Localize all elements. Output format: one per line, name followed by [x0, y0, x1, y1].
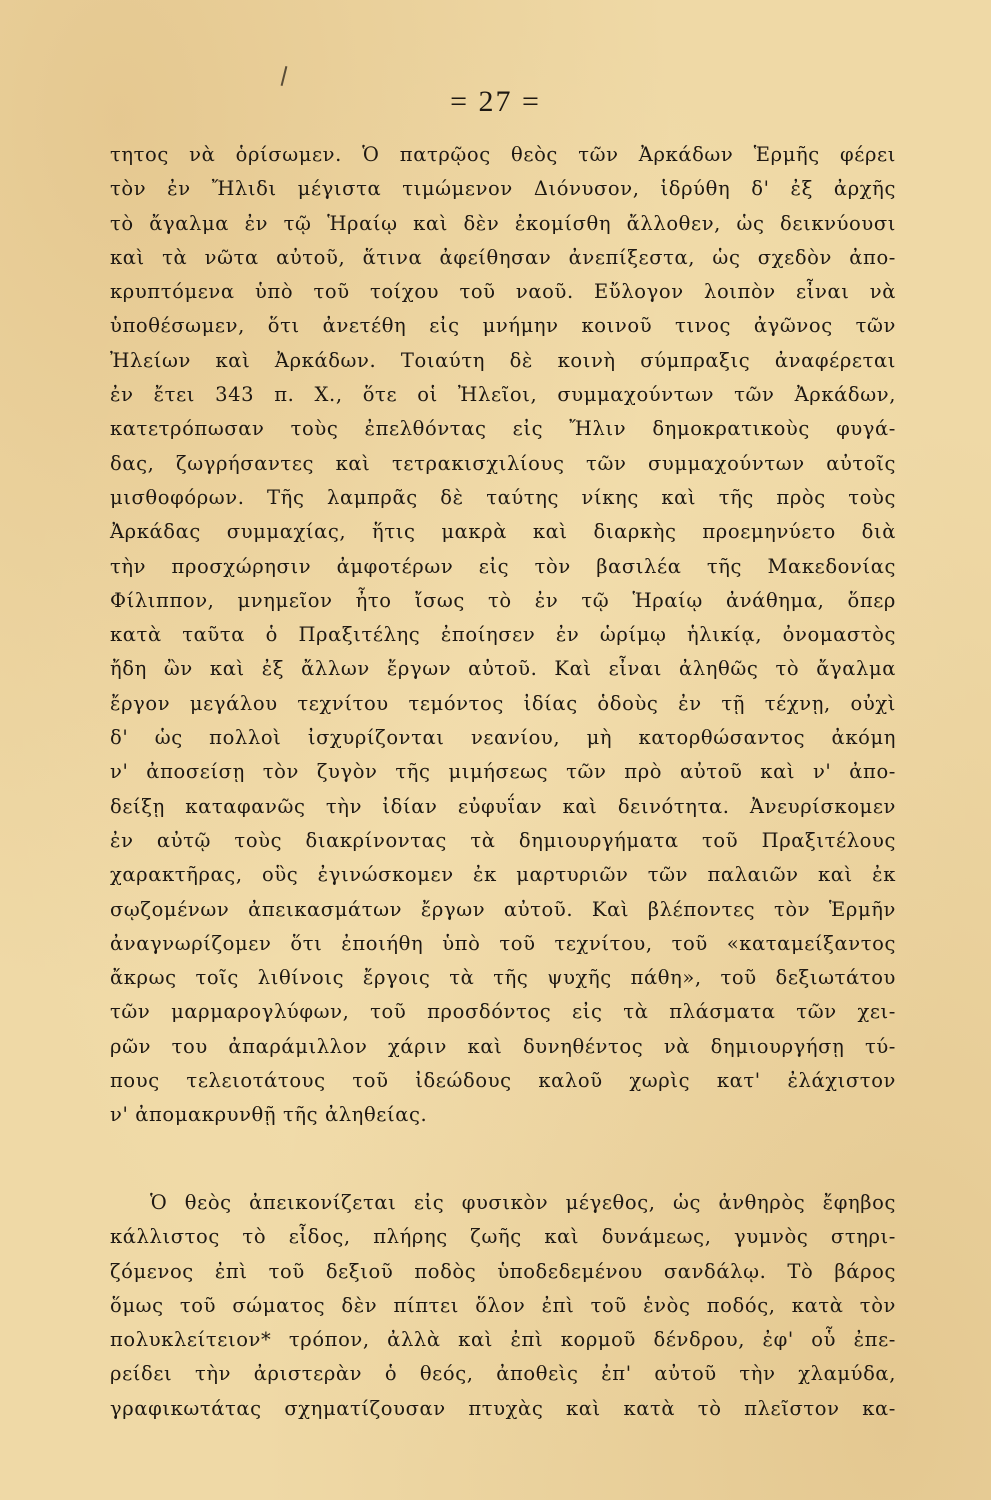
text-line: ἀναγνωρίζομεν ὅτι ἐποιήθη ὑπὸ τοῦ τεχνίτου, τοῦ «καταμείξαντος — [110, 931, 896, 955]
text-line: ρείδει τὴν ἀριστερὰν ὁ θεός, ἀποθεὶς ἐπ' αὐτοῦ τὴν χλαμύδα, — [110, 1362, 896, 1386]
text-line: ζόμενος ἐπὶ τοῦ δεξιοῦ ποδὸς ὑποδεδεμένου σανδάλῳ. Τὸ βάρος — [110, 1259, 896, 1283]
text-line: πολυκλείτειον* τρόπον, ἀλλὰ καὶ ἐπὶ κορμοῦ δένδρου, ἐφ' οὗ ἐπε- — [110, 1328, 896, 1352]
text-line: τητος νὰ ὁρίσωμεν. Ὁ πατρῷος θεὸς τῶν Ἀρκάδων Ἑρμῆς φέρει — [110, 143, 896, 166]
text-line: Ἀρκάδας συμμαχίας, ἥτις μακρὰ καὶ διαρκὴς προεμηνύετο διὰ — [110, 520, 896, 544]
text-line: ὅμως τοῦ σώματος δὲν πίπτει ὅλον ἐπὶ τοῦ ἑνὸς ποδός, κατὰ τὸν — [110, 1293, 896, 1317]
paragraph-2 — [110, 1186, 896, 1426]
text-line: Ὁ θεὸς ἀπεικονίζεται εἰς φυσικὸν μέγεθος, ὡς ἀνθηρὸς ἔφηβος — [150, 1191, 896, 1214]
text-line: χαρακτῆρας, οὓς ἐγινώσκομεν ἐκ μαρτυριῶν τῶν παλαιῶν καὶ ἐκ — [110, 863, 896, 887]
text-line: ὑποθέσωμεν, ὅτι ἀνετέθη εἰς μνήμην κοινοῦ τινος ἀγῶνος τῶν — [110, 314, 896, 338]
text-line: κατετρόπωσαν τοὺς ἐπελθόντας εἰς Ἤλιν δημοκρατικοὺς φυγά- — [110, 417, 896, 441]
text-line: ἤδη ὢν καὶ ἐξ ἄλλων ἔργων αὐτοῦ. Καὶ εἶναι ἀληθῶς τὸ ἄγαλμα — [110, 657, 896, 681]
text-line: τὸ ἄγαλμα ἐν τῷ Ἡραίῳ καὶ δὲν ἐκομίσθη ἄλλοθεν, ὡς δεικνύουσι — [110, 211, 896, 235]
text-line: δας, ζωγρήσαντες καὶ τετρακισχιλίους τῶν συμμαχούντων αὐτοῖς — [110, 451, 896, 475]
text-line: σῳζομένων ἀπεικασμάτων ἔργων αὐτοῦ. Καὶ βλέποντες τὸν Ἑρμῆν — [110, 897, 896, 921]
text-line: ἔργον μεγάλου τεχνίτου τεμόντος ἰδίας ὁδοὺς ἐν τῇ τέχνῃ, οὐχὶ — [110, 691, 896, 715]
text-line: μισθοφόρων. Τῆς λαμπρᾶς δὲ ταύτης νίκης καὶ τῆς πρὸς τοὺς — [110, 485, 896, 509]
text-line: ἐν αὐτῷ τοὺς διακρίνοντας τὰ δημιουργήματα τοῦ Πραξιτέλους — [110, 828, 896, 852]
text-line: κατὰ ταῦτα ὁ Πραξιτέλης ἐποίησεν ἐν ὡρίμῳ ἡλικίᾳ, ὀνομαστὸς — [110, 623, 896, 647]
text-line: τῶν μαρμαρογλύφων, τοῦ προσδόντος εἰς τὰ πλάσματα τῶν χει- — [110, 1000, 896, 1024]
text-line: καὶ τὰ νῶτα αὐτοῦ, ἅτινα ἀφείθησαν ἀνεπίξεστα, ὡς σχεδὸν ἀπο- — [110, 245, 896, 269]
stray-ink-mark — [281, 66, 288, 86]
page-number: = 27 = — [450, 85, 541, 118]
text-line: ν' ἀπομακρυνθῇ τῆς ἀληθείας. — [110, 1103, 428, 1127]
text-line: κρυπτόμενα ὑπὸ τοῦ τοίχου τοῦ ναοῦ. Εὔλογον λοιπὸν εἶναι νὰ — [110, 280, 896, 304]
text-line: δείξῃ καταφανῶς τὴν ἰδίαν εὐφυΐαν καὶ δεινότητα. Ἀνευρίσκομεν — [110, 794, 896, 818]
text-line: κάλλιστος τὸ εἶδος, πλήρης ζωῆς καὶ δυνάμεως, γυμνὸς στηρι- — [110, 1225, 896, 1249]
text-line: τὸν ἐν Ἤλιδι μέγιστα τιμώμενον Διόνυσον, ἱδρύθη δ' ἐξ ἀρχῆς — [110, 177, 896, 201]
text-line: ν' ἀποσείσῃ τὸν ζυγὸν τῆς μιμήσεως τῶν πρὸ αὐτοῦ καὶ ν' ἀπο- — [110, 760, 896, 784]
text-line: πους τελειοτάτους τοῦ ἰδεώδους καλοῦ χωρὶς κατ' ἐλάχιστον — [110, 1069, 896, 1093]
text-line: Ἠλείων καὶ Ἀρκάδων. Τοιαύτη δὲ κοινὴ σύμπραξις ἀναφέρεται — [110, 348, 896, 372]
text-line: ἄκρως τοῖς λιθίνοις ἔργοις τὰ τῆς ψυχῆς πάθη», τοῦ δεξιωτάτου — [110, 966, 896, 990]
text-line: τὴν προσχώρησιν ἀμφοτέρων εἰς τὸν βασιλέα τῆς Μακεδονίας — [110, 554, 896, 578]
text-line: γραφικωτάτας σχηματίζουσαν πτυχὰς καὶ κατὰ τὸ πλεῖστον κα- — [110, 1396, 896, 1420]
text-line: δ' ὡς πολλοὶ ἰσχυρίζονται νεανίου, μὴ κατορθώσαντος ἀκόμη — [110, 726, 896, 750]
text-line: ρῶν του ἀπαράμιλλον χάριν καὶ δυνηθέντος νὰ δημιουργήσῃ τύ- — [110, 1034, 896, 1058]
text-line: Φίλιππον, μνημεῖον ἦτο ἴσως τὸ ἐν τῷ Ἡραίῳ ἀνάθημα, ὅπερ — [110, 588, 896, 612]
paragraph-1 — [110, 138, 896, 1133]
text-line: ἐν ἔτει 343 π. Χ., ὅτε οἱ Ἠλεῖοι, συμμαχούντων τῶν Ἀρκάδων, — [110, 383, 896, 407]
